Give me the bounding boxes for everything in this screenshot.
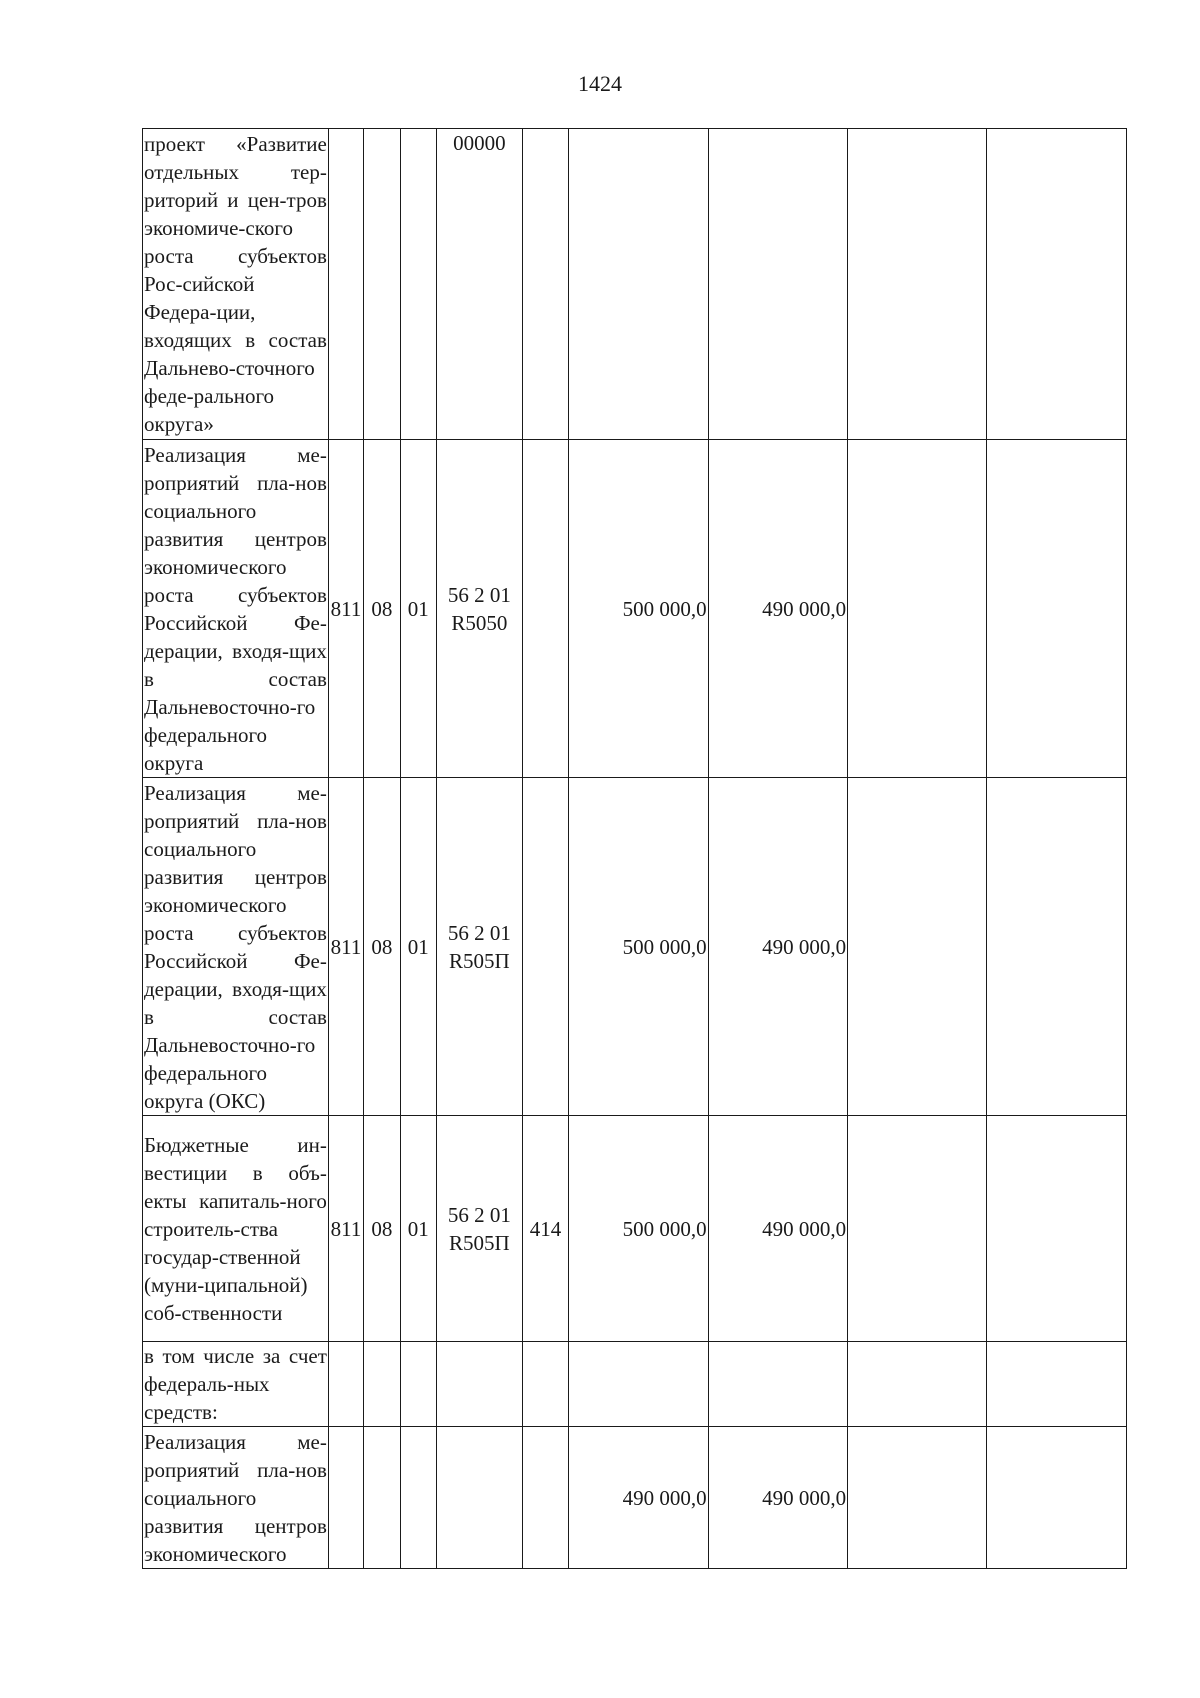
amount-1: 500 000,0	[569, 1116, 708, 1342]
amount-4	[987, 1427, 1127, 1569]
target-article-code	[436, 1342, 522, 1427]
amount-1: 500 000,0	[569, 440, 708, 778]
section-code	[364, 129, 400, 440]
expense-type-code	[522, 778, 568, 1116]
amount-3	[848, 778, 987, 1116]
subsection-code	[400, 1342, 436, 1427]
subsection-code: 01	[400, 1116, 436, 1342]
expense-type-code	[522, 440, 568, 778]
subsection-code: 01	[400, 778, 436, 1116]
target-article-code: 00000	[436, 129, 522, 440]
amount-3	[848, 440, 987, 778]
amount-4	[987, 129, 1127, 440]
amount-2	[708, 129, 847, 440]
ministry-code: 811	[328, 1116, 363, 1342]
amount-4	[987, 1116, 1127, 1342]
amount-3	[848, 1342, 987, 1427]
section-code: 08	[364, 1116, 400, 1342]
expense-type-code	[522, 129, 568, 440]
target-article-code: 56 2 01 R5050	[436, 440, 522, 778]
ministry-code	[328, 1427, 363, 1569]
amount-1: 490 000,0	[569, 1427, 708, 1569]
target-article-code: 56 2 01 R505П	[436, 1116, 522, 1342]
row-name: проект «Развитие отдельных тер-риторий и цен-тров экономиче-ского роста субъектов Рос-сийской Федера-ции, входящих в состав Дальнево-сточного феде-рального округа»	[143, 129, 329, 440]
row-name: Бюджетные ин-вестиции в объ-екты капиталь-ного строитель-ства государ-ственной (муни-ципальной) соб-ственности	[143, 1116, 329, 1342]
page-number: 1424	[578, 71, 622, 96]
table-row	[143, 1427, 1127, 1569]
section-code: 08	[364, 778, 400, 1116]
expense-type-code	[522, 1342, 568, 1427]
ministry-code: 811	[328, 440, 363, 778]
amount-3	[848, 1116, 987, 1342]
table-row	[143, 1342, 1127, 1427]
table-row	[143, 129, 1127, 440]
amount-2: 490 000,0	[708, 1427, 847, 1569]
amount-1: 500 000,0	[569, 778, 708, 1116]
subsection-code	[400, 129, 436, 440]
ministry-code: 811	[328, 778, 363, 1116]
table-row	[143, 1116, 1127, 1342]
amount-1	[569, 1342, 708, 1427]
amount-2: 490 000,0	[708, 440, 847, 778]
target-article-code: 56 2 01 R505П	[436, 778, 522, 1116]
amount-2: 490 000,0	[708, 778, 847, 1116]
amount-3	[848, 129, 987, 440]
row-name: Реализация ме-роприятий пла-нов социального развития центров экономического роста субъектов Российской Фе-дерации, входя-щих в состав Дальневосточно-го федерального округа	[143, 440, 329, 778]
subsection-code	[400, 1427, 436, 1569]
table-row	[143, 440, 1127, 778]
amount-4	[987, 440, 1127, 778]
expense-type-code	[522, 1427, 568, 1569]
section-code	[364, 1427, 400, 1569]
amount-4	[987, 1342, 1127, 1427]
section-code	[364, 1342, 400, 1427]
row-name: в том числе за счет федераль-ных средств:	[143, 1342, 329, 1427]
amount-1	[569, 129, 708, 440]
budget-table	[142, 128, 1127, 1569]
row-name: Реализация ме-роприятий пла-нов социального развития центров экономического роста субъектов Российской Фе-дерации, входя-щих в состав Дальневосточно-го федерального округа (ОКС)	[143, 778, 329, 1116]
ministry-code	[328, 129, 363, 440]
table-row	[143, 778, 1127, 1116]
subsection-code: 01	[400, 440, 436, 778]
amount-4	[987, 778, 1127, 1116]
section-code: 08	[364, 440, 400, 778]
ministry-code	[328, 1342, 363, 1427]
amount-2	[708, 1342, 847, 1427]
amount-3	[848, 1427, 987, 1569]
target-article-code	[436, 1427, 522, 1569]
expense-type-code: 414	[522, 1116, 568, 1342]
amount-2: 490 000,0	[708, 1116, 847, 1342]
row-name: Реализация ме-роприятий пла-нов социального развития центров экономического	[143, 1427, 329, 1569]
